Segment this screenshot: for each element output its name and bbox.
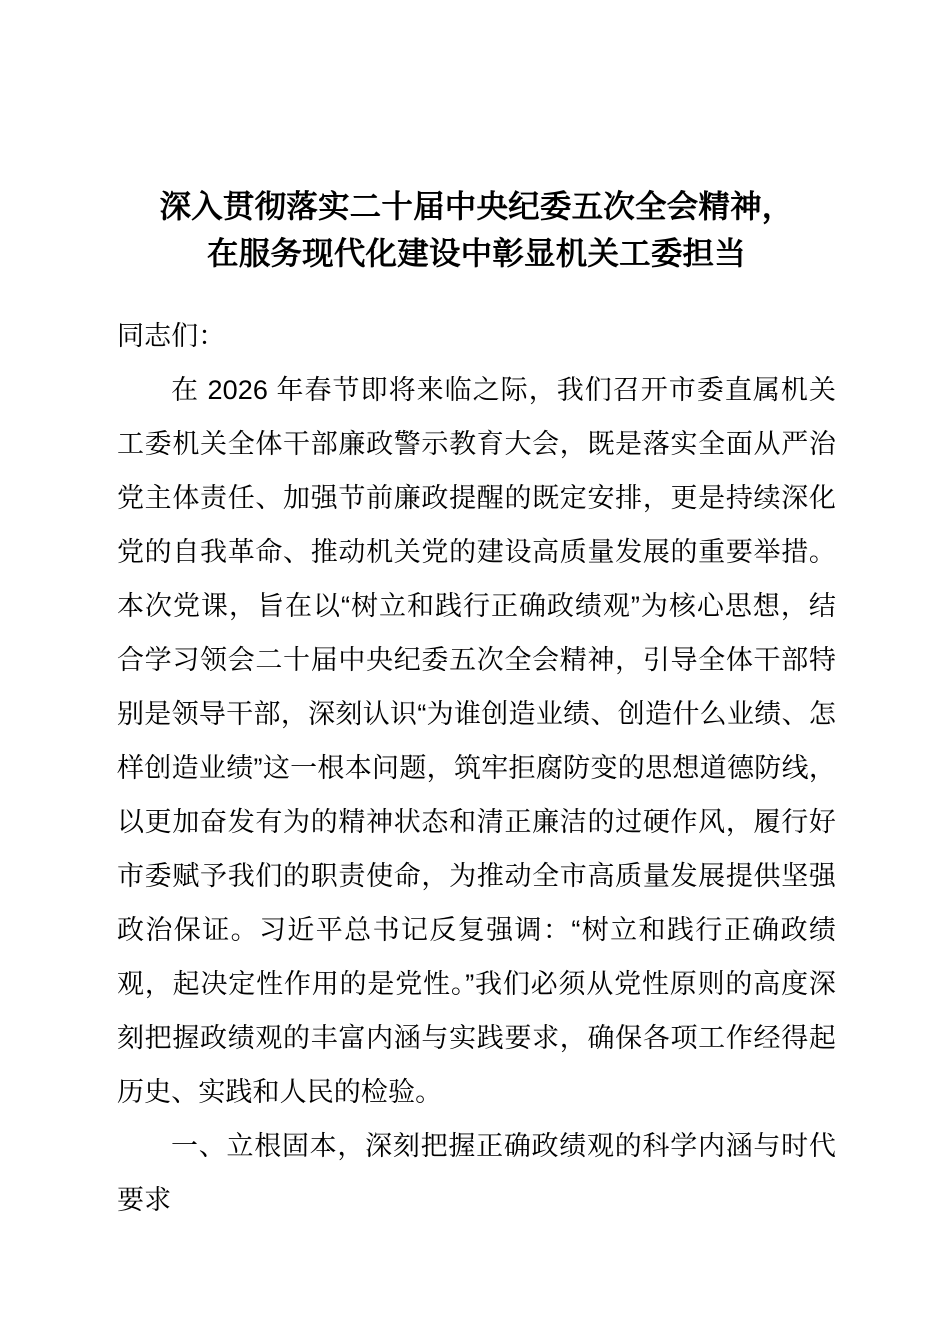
- document-title: [117, 0, 836, 277]
- document-title-line-2: 在服务现代化建设中彰显机关工委担当: [207, 235, 746, 271]
- salutation: 同志们：: [117, 321, 226, 351]
- body-paragraph-1: 在 2026 年春节即将来临之际，我们召开市委直属机关工委机关全体干部廉政警示教育大会，既是落实全面从严治党主体责任、加强节前廉政提醒的既定安排，更是持续深化党的自我革命、推动机关党的建设高质量发展的重要举措。本次党课，旨在以“树立和践行正确政绩观”为核心思想，结合学习领会二十届中央纪委五次全会精神，引导全体干部特别是领导干部，深刻认识“为谁创造业绩、创造什么业绩、怎样创造业绩”这一根本问题，筑牢拒腐防变的思想道德防线，以更加奋发有为的精神状态和清正廉洁的过硬作风，履行好市委赋予我们的职责使命，为推动全市高质量发展提供坚强政治保证。习近平总书记反复强调：“树立和践行正确政绩观，起决定性作用的是党性。”我们必须从党性原则的高度深刻把握政绩观的丰富内涵与实践要求，确保各项工作经得起历史、实践和人民的检验。: [117, 375, 836, 1107]
- document-title-line-1: 深入贯彻落实二十届中央纪委五次全会精神，: [159, 188, 794, 224]
- section-heading-1: 一、立根固本，深刻把握正确政绩观的科学内涵与时代要求: [117, 1131, 836, 1215]
- document-body: [117, 0, 836, 1227]
